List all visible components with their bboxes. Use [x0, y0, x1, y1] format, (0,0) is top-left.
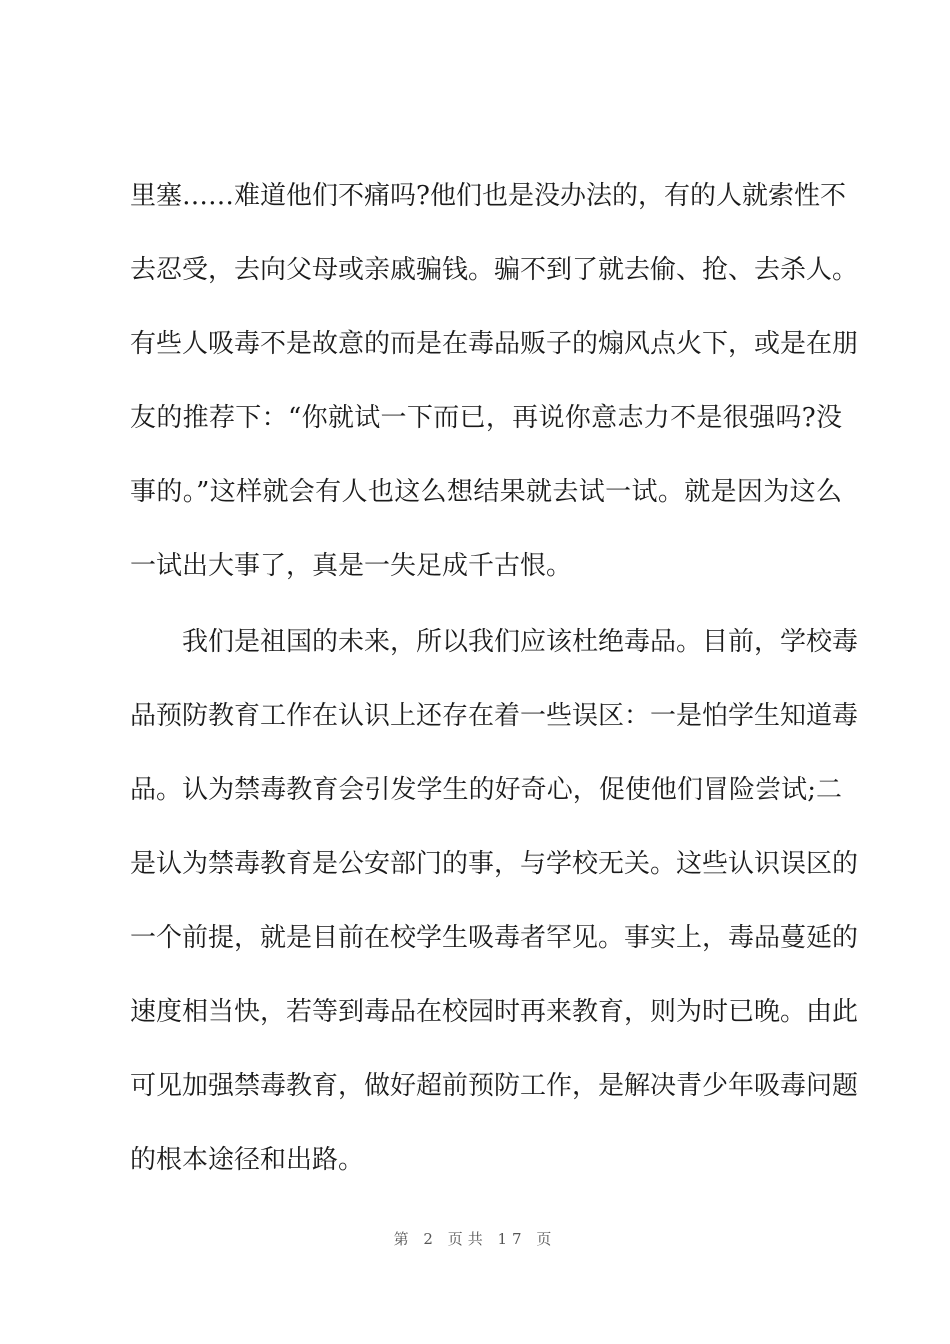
- paragraph-1-line-6: 一试出大事了，真是一失足成千古恨。: [130, 551, 573, 581]
- paragraph-2-line-3: 品。认为禁毒教育会引发学生的好奇心，促使他们冒险尝试;二: [130, 775, 842, 805]
- paragraph-1-line-1: 里塞……难道他们不痛吗?他们也是没办法的，有的人就索性不: [130, 181, 846, 211]
- paragraph-1-line-5: 事的。”这样就会有人也这么想结果就去试一试。就是因为这么: [130, 477, 842, 507]
- paragraph-2-line-2: 品预防教育工作在认识上还存在着一些误区：一是怕学生知道毒: [130, 701, 859, 731]
- paragraph-2-line-5: 一个前提，就是目前在校学生吸毒者罕见。事实上，毒品蔓延的: [130, 923, 859, 953]
- paragraph-2-line-8: 的根本途径和出路。: [130, 1145, 365, 1175]
- paragraph-2-line-1: 我们是祖国的未来，所以我们应该杜绝毒品。目前，学校毒: [182, 627, 859, 657]
- paragraph-2-line-6: 速度相当快，若等到毒品在校园时再来教育，则为时已晚。由此: [130, 997, 859, 1027]
- paragraph-1-line-2: 去忍受，去向父母或亲戚骗钱。骗不到了就去偷、抢、去杀人。: [130, 255, 859, 285]
- page-number-footer: 第 2 页共 17 页: [393, 1230, 557, 1248]
- paragraph-2-line-4: 是认为禁毒教育是公安部门的事，与学校无关。这些认识误区的: [130, 849, 859, 879]
- paragraph-1-line-4: 友的推荐下：“你就试一下而已，再说你意志力不是很强吗?没: [130, 403, 842, 433]
- paragraph-1-line-3: 有些人吸毒不是故意的而是在毒品贩子的煽风点火下，或是在朋: [130, 329, 859, 359]
- paragraph-2-line-7: 可见加强禁毒教育，做好超前预防工作，是解决青少年吸毒问题: [130, 1071, 859, 1101]
